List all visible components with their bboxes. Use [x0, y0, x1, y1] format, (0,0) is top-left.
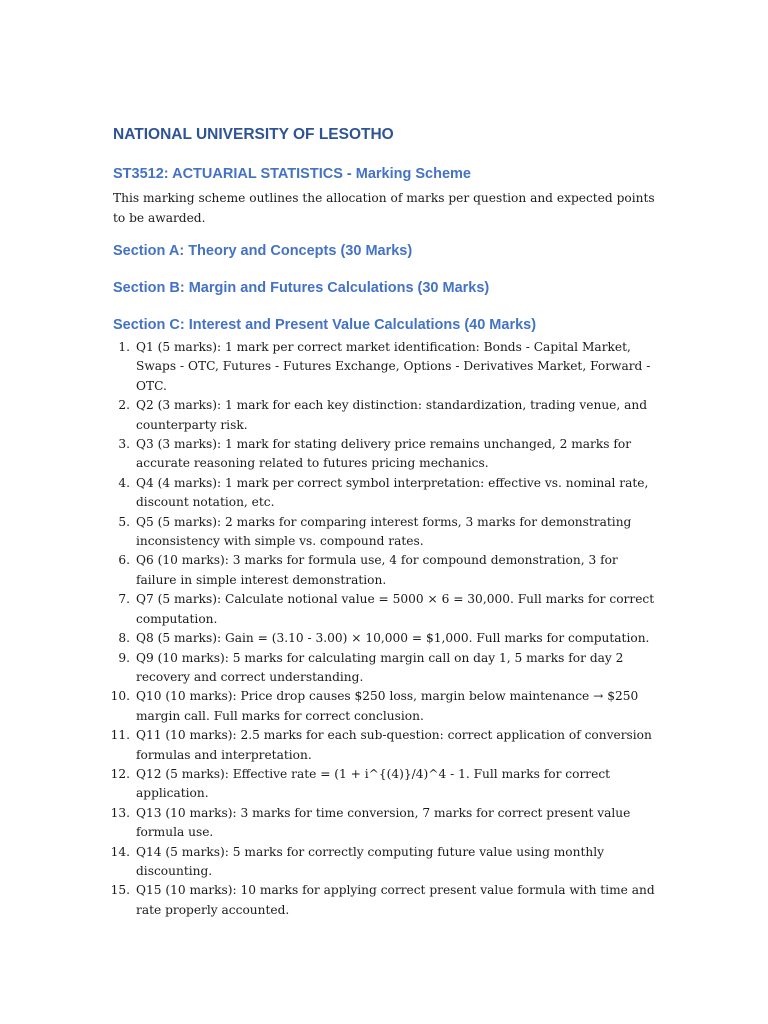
course-heading: ST3512: ACTUARIAL STATISTICS - Marking Scheme: [113, 166, 471, 182]
list-item: [113, 629, 658, 648]
list-item-text: Q5 (5 marks): 2 marks for comparing interest forms, 3 marks for demonstrating inconsistency with simple vs. compound rates.: [136, 514, 632, 549]
list-item-text: Q10 (10 marks): Price drop causes $250 loss, margin below maintenance → $250 margin call. Full marks for correct conclusion.: [136, 689, 639, 723]
list-number: 3.: [118, 437, 130, 452]
marking-list: [110, 338, 658, 920]
list-item: [110, 881, 658, 920]
list-item-text: Q8 (5 marks): Gain = (3.10 - 3.00) × 10,000 = $1,000. Full marks for computation.: [136, 631, 650, 646]
list-item: [113, 474, 658, 513]
list-number: 8.: [118, 631, 130, 646]
list-number: 4.: [118, 475, 130, 490]
intro-paragraph: This marking scheme outlines the allocation of marks per question and expected points to be awarded.: [113, 191, 655, 225]
list-item: [113, 590, 658, 629]
list-number: 2.: [118, 398, 130, 413]
list-number: 1.: [118, 340, 130, 354]
list-item-text: Q7 (5 marks): Calculate notional value = 5000 × 6 = 30,000. Full marks for correct computation.: [136, 592, 655, 626]
list-item: [110, 804, 658, 843]
list-number: 13.: [110, 805, 130, 820]
list-number: 15.: [110, 883, 130, 898]
list-item: [113, 513, 658, 552]
document-content: [110, 124, 658, 920]
document-title: NATIONAL UNIVERSITY OF LESOTHO: [113, 126, 394, 143]
list-item-text: Q2 (3 marks): 1 mark for each key distinction: standardization, trading venue, and counterparty risk.: [136, 398, 648, 432]
list-item: [113, 338, 658, 396]
list-item-text: Q4 (4 marks): 1 mark per correct symbol interpretation: effective vs. nominal rate, discount notation, etc.: [136, 475, 649, 510]
list-number: 10.: [110, 689, 130, 704]
list-item-text: Q9 (10 marks): 5 marks for calculating margin call on day 1, 5 marks for day 2 recovery and correct understanding.: [136, 650, 624, 684]
list-item: [113, 396, 658, 435]
list-item: [110, 843, 658, 882]
list-number: 12.: [110, 766, 130, 781]
section-b-heading: Section B: Margin and Futures Calculations (30 Marks): [113, 280, 490, 296]
list-number: 11.: [110, 728, 130, 743]
list-item-text: Q12 (5 marks): Effective rate = (1 + i^{(4)}/4)^4 - 1. Full marks for correct application.: [136, 766, 611, 801]
list-item-text: Q1 (5 marks): 1 mark per correct market identification: Bonds - Capital Market, Swaps - OTC, Futures - Futures Exchange, Options - Derivatives Market, Forward - OTC.: [136, 340, 651, 393]
section-a-heading: Section A: Theory and Concepts (30 Marks): [113, 243, 413, 259]
list-number: 5.: [118, 514, 130, 529]
list-item: [113, 649, 658, 688]
section-c-heading: Section C: Interest and Present Value Calculations (40 Marks): [113, 317, 537, 333]
list-item: [113, 435, 658, 474]
list-item-text: Q13 (10 marks): 3 marks for time conversion, 7 marks for correct present value formula use.: [136, 805, 631, 840]
list-number: 14.: [110, 844, 130, 859]
list-item: [113, 551, 658, 590]
list-number: 9.: [118, 650, 130, 665]
list-item: [110, 687, 658, 726]
list-item: [110, 726, 658, 765]
list-item-text: Q6 (10 marks): 3 marks for formula use, 4 for compound demonstration, 3 for failure in simple interest demonstration.: [136, 553, 618, 587]
list-number: 6.: [118, 553, 130, 568]
list-number: 7.: [118, 592, 130, 607]
list-item-text: Q14 (5 marks): 5 marks for correctly computing future value using monthly discounting.: [136, 844, 605, 878]
list-item-text: Q3 (3 marks): 1 mark for stating delivery price remains unchanged, 2 marks for accurate reasoning related to futures pricing mechanics.: [136, 437, 632, 471]
list-item: [110, 765, 658, 804]
list-item-text: Q15 (10 marks): 10 marks for applying correct present value formula with time and rate properly accounted.: [136, 883, 655, 917]
list-item-text: Q11 (10 marks): 2.5 marks for each sub-question: correct application of conversion formulas and interpretation.: [136, 728, 652, 762]
